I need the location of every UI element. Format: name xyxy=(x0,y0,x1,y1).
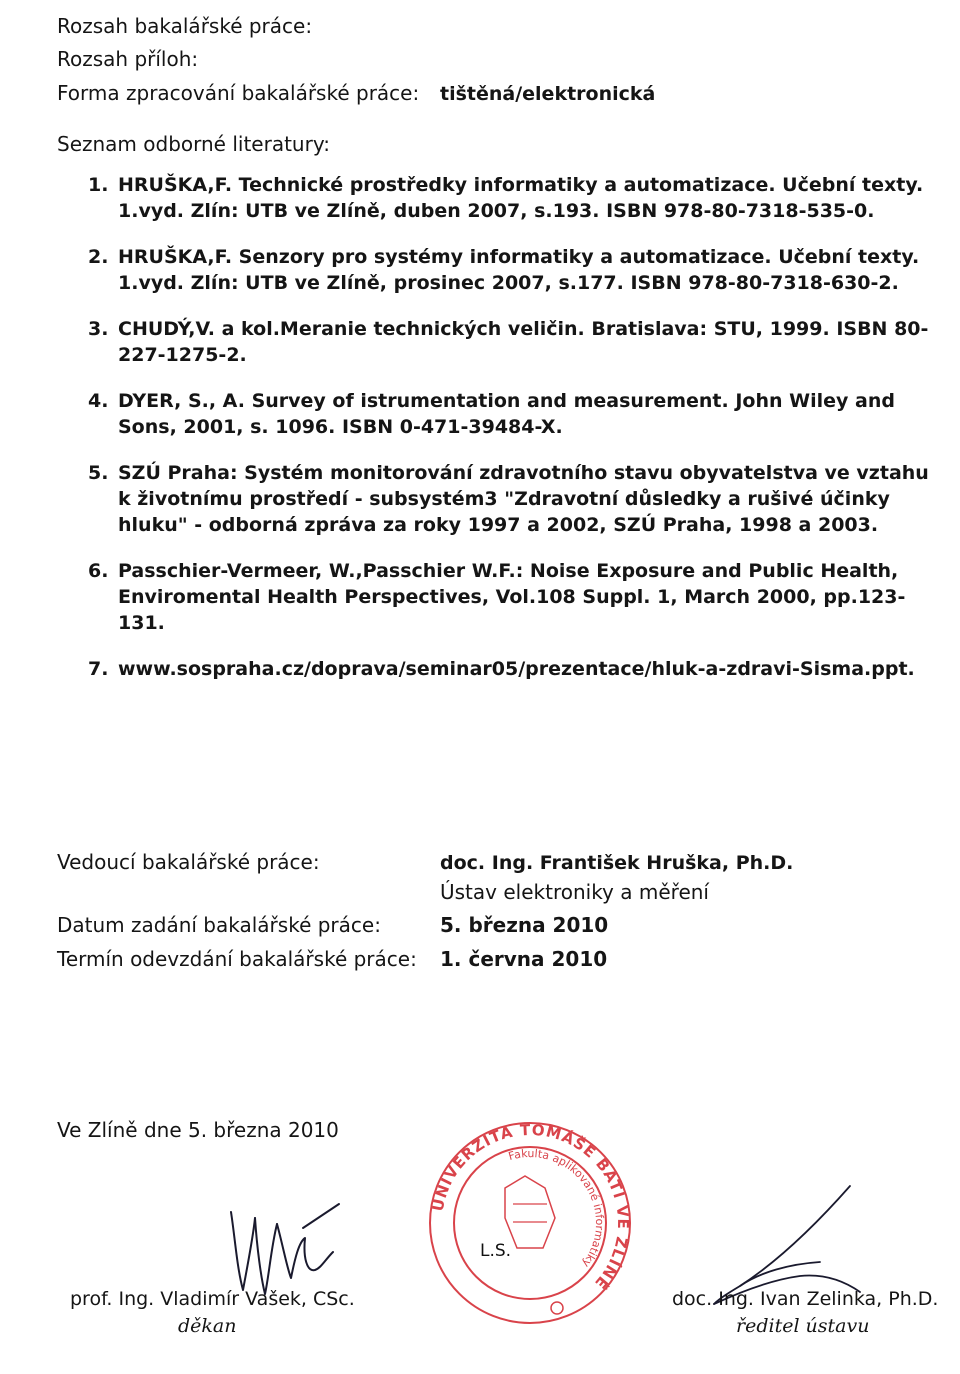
director-name: doc. Ing. Ivan Zelinka, Ph.D. xyxy=(672,1288,939,1310)
place-date: Ve Zlíně dne 5. března 2010 xyxy=(57,1118,339,1142)
list-item xyxy=(88,172,938,224)
stamp-mark: L.S. xyxy=(480,1241,512,1261)
list-item-number: 4. xyxy=(88,390,109,412)
list-item-text: SZÚ Praha: Systém monitorování zdravotního stavu obyvatelstva ve vztahu k životnímu prostředí - subsystém3 "Zdravotní důsledky a rušivé účinky hluku" - odborná zpráva za roky 1997 a 2002, SZÚ Praha, 1998 a 2003. xyxy=(118,462,929,536)
supervisor-name: doc. Ing. František Hruška, Ph.D. xyxy=(440,852,794,874)
list-item-text: CHUDÝ,V. a kol.Meranie technických veličin. Bratislava: STU, 1999. ISBN 80-227-1275-2. xyxy=(118,318,929,366)
list-item-number: 1. xyxy=(88,174,109,196)
due-date-label: Termín odevzdání bakalářské práce: xyxy=(57,947,417,971)
list-item-number: 7. xyxy=(88,658,109,680)
list-item xyxy=(88,460,938,538)
list-item-number: 6. xyxy=(88,560,109,582)
assigned-date-label: Datum zadání bakalářské práce: xyxy=(57,913,381,937)
director-title: ředitel ústavu xyxy=(736,1315,870,1337)
dean-name: prof. Ing. Vladimír Vašek, CSc. xyxy=(70,1288,355,1310)
rozsah-prace-label: Rozsah bakalářské práce: xyxy=(57,14,313,38)
list-item-text: HRUŠKA,F. Senzory pro systémy informatiky a automatizace. Učební texty. 1.vyd. Zlín: UTB ve Zlíně, prosinec 2007, s.177. ISBN 978-80-7318-630-2. xyxy=(118,246,920,294)
list-item-text: HRUŠKA,F. Technické prostředky informatiky a automatizace. Učební texty. 1.vyd. Zlín: UTB ve Zlíně, duben 2007, s.193. ISBN 978-80-7318-535-0. xyxy=(118,174,924,222)
list-item xyxy=(88,244,938,296)
literature-title: Seznam odborné literatury: xyxy=(57,132,330,156)
literature-list xyxy=(88,172,938,702)
rozsah-priloh-label: Rozsah příloh: xyxy=(57,47,199,71)
list-item-text: Passchier-Vermeer, W.,Passchier W.F.: Noise Exposure and Public Health, Enviromental Health Perspectives, Vol.108 Suppl. 1, March 2000, pp.123-131. xyxy=(118,560,906,634)
dean-title: děkan xyxy=(178,1315,237,1337)
stamp-inner-text: Fakulta aplikované informatiky xyxy=(506,1146,607,1270)
forma-value: tištěná/elektronická xyxy=(440,83,656,105)
due-date-value: 1. června 2010 xyxy=(440,947,608,971)
list-item xyxy=(88,558,938,636)
list-item xyxy=(88,316,938,368)
official-stamp xyxy=(425,1118,635,1328)
list-item-number: 2. xyxy=(88,246,109,268)
list-item xyxy=(88,656,938,682)
list-item-text: DYER, S., A. Survey of istrumentation and measurement. John Wiley and Sons, 2001, s. 1096. ISBN 0-471-39484-X. xyxy=(118,390,895,438)
assigned-date-value: 5. března 2010 xyxy=(440,913,609,937)
supervisor-label: Vedoucí bakalářské práce: xyxy=(57,850,320,874)
list-item-number: 5. xyxy=(88,462,109,484)
list-item-text: www.sospraha.cz/doprava/seminar05/prezentace/hluk-a-zdravi-Sisma.ppt. xyxy=(118,658,915,680)
list-item-number: 3. xyxy=(88,318,109,340)
list-item xyxy=(88,388,938,440)
forma-label: Forma zpracování bakalářské práce: xyxy=(57,81,420,105)
stamp-outer-text: UNIVERZITA TOMÁŠE BATI VE ZLÍNĚ xyxy=(428,1120,633,1293)
supervisor-department: Ústav elektroniky a měření xyxy=(440,880,709,904)
